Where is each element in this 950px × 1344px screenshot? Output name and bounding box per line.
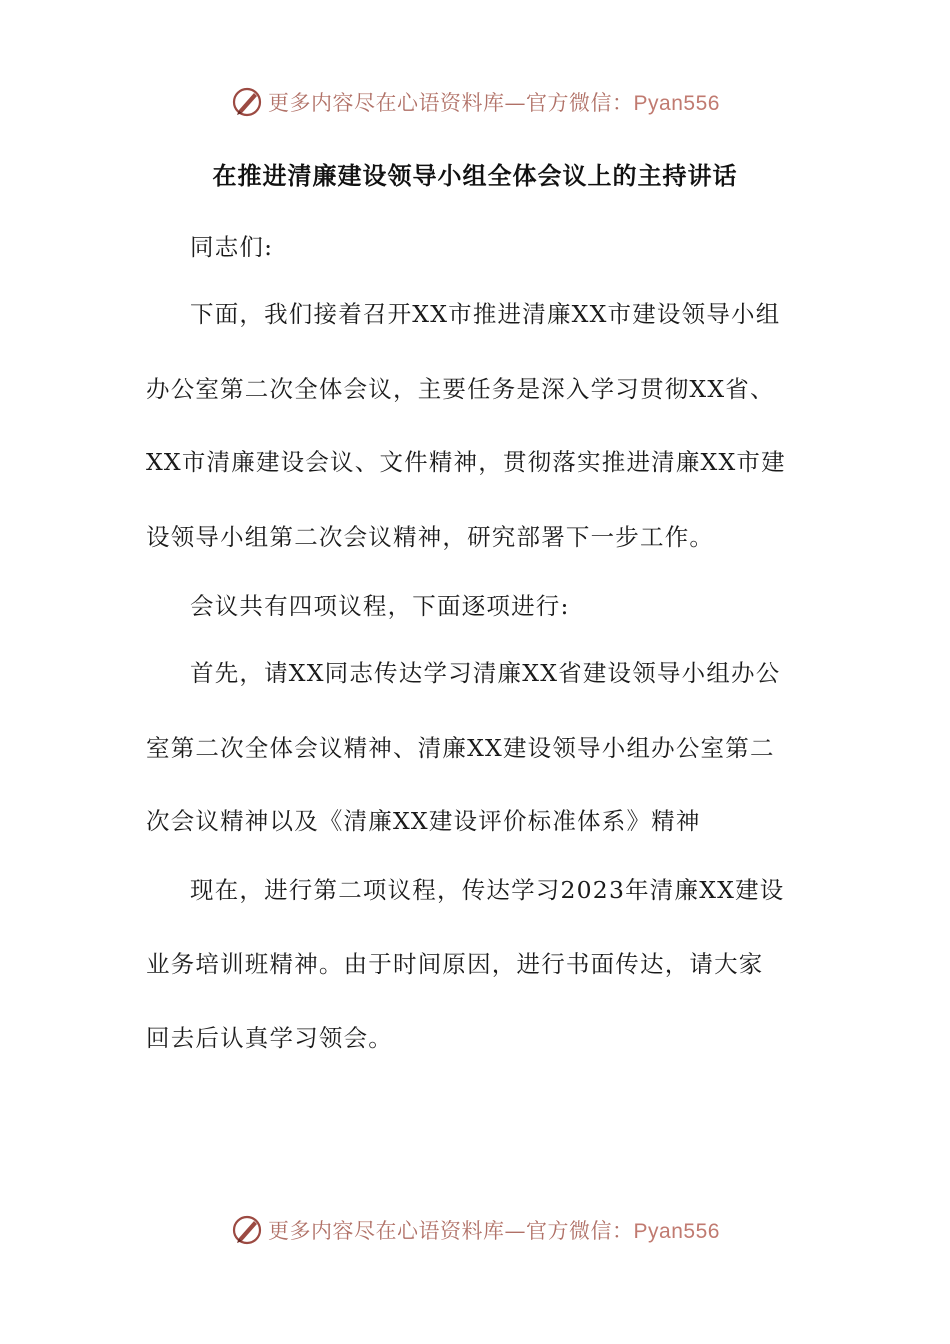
banner-text: 更多内容尽在心语资料库—官方微信：Pyan556 [268, 1219, 720, 1243]
paragraph-line: 业务培训班精神。由于时间原因，进行书面传达，请大家 [146, 950, 764, 978]
header-banner [0, 82, 950, 122]
paragraph-line: 回去后认真学习领会。 [146, 1024, 393, 1052]
paragraph-line: 会议共有四项议程，下面逐项进行: [190, 592, 570, 620]
paragraph-line: 次会议精神以及《清廉XX建设评价标准体系》精神 [146, 807, 701, 835]
paragraph-line: 办公室第二次全体会议，主要任务是深入学习贯彻XX省、 [146, 375, 775, 403]
paragraph-line: 下面，我们接着召开XX市推进清廉XX市建设领导小组 [190, 300, 781, 328]
paragraph-line: 现在，进行第二项议程，传达学习2023年清廉XX建设 [190, 876, 785, 904]
pen-logo-icon [230, 1213, 264, 1247]
paragraph-line: 首先，请XX同志传达学习清廉XX省建设领导小组办公 [190, 659, 781, 687]
greeting: 同志们: [190, 233, 274, 261]
footer-banner [0, 1210, 950, 1250]
paragraph-line: XX市清廉建设会议、文件精神，贯彻落实推进清廉XX市建 [146, 448, 786, 476]
pen-logo-icon [230, 85, 264, 119]
paragraph-line: 设领导小组第二次会议精神，研究部署下一步工作。 [146, 523, 715, 551]
banner-text: 更多内容尽在心语资料库—官方微信：Pyan556 [268, 91, 720, 115]
paragraph-line: 室第二次全体会议精神、清廉XX建设领导小组办公室第二 [146, 734, 775, 762]
document-title: 在推进清廉建设领导小组全体会议上的主持讲话 [212, 162, 738, 190]
